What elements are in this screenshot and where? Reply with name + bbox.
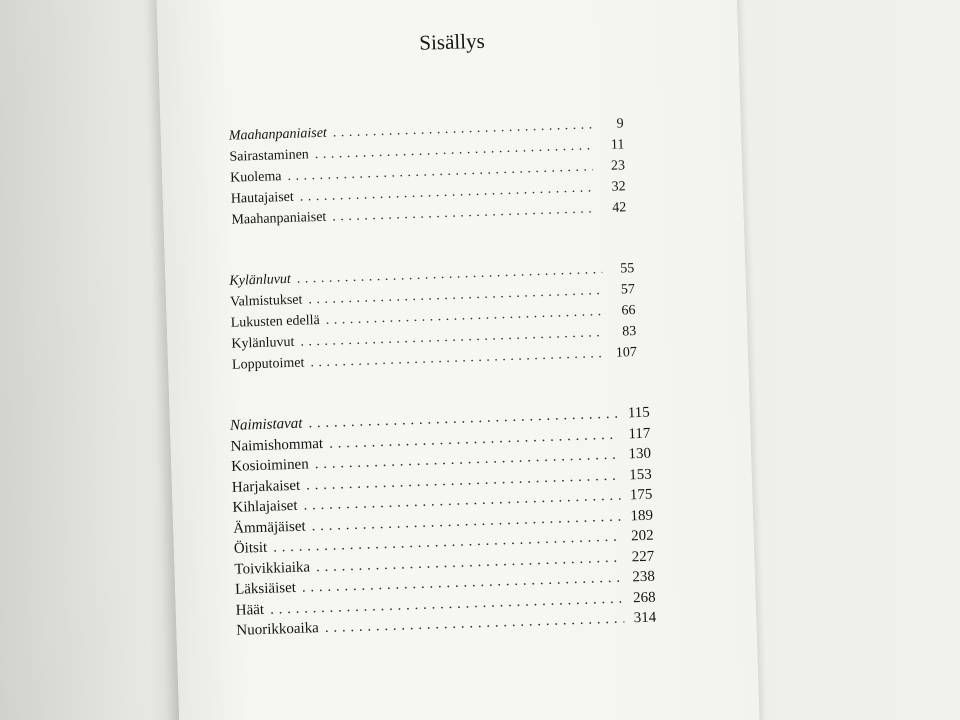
toc-page-number: 23 xyxy=(610,158,626,174)
toc-page-number: 42 xyxy=(612,200,627,216)
toc-entry-label: Maahanpaniaiset xyxy=(228,125,328,144)
toc-entry-label: Lopputoimet xyxy=(231,355,305,373)
toc-entry-label: Kihlajaiset xyxy=(232,497,298,516)
toc-entry-label: Ämmäjäiset xyxy=(232,518,306,537)
toc-entry-label: Kosioiminen xyxy=(230,456,309,475)
toc-page-number: 238 xyxy=(632,568,656,586)
toc-page-number: 189 xyxy=(630,507,654,524)
toc-entry-label: Naimishommat xyxy=(230,435,324,455)
toc-entry-label: Öitsit xyxy=(233,539,268,557)
toc-entry-label: Häät xyxy=(235,601,265,619)
toc-page-number: 115 xyxy=(627,404,651,422)
toc-section-2 xyxy=(225,258,637,376)
toc-page-number: 117 xyxy=(628,425,651,442)
toc-entry-label: Harjakaiset xyxy=(231,477,301,496)
toc-page-number: 175 xyxy=(629,486,653,504)
toc-entry-label: Naimistavat xyxy=(229,415,303,434)
toc-page-number: 268 xyxy=(632,589,656,606)
toc-entry-label: Toivikkiaika xyxy=(234,558,311,578)
toc-entry-label: Maahanpaniaiset xyxy=(231,209,327,228)
toc-page-number: 227 xyxy=(631,548,655,565)
toc-section-1 xyxy=(221,113,627,231)
toc-entry-label: Valmistukset xyxy=(229,292,303,310)
toc-entry-label: Kuolema xyxy=(229,169,282,186)
page-title: Sisällys xyxy=(418,28,486,55)
toc-page-number: 83 xyxy=(621,324,637,340)
toc-section-3 xyxy=(230,403,657,642)
toc-page-number: 57 xyxy=(620,282,636,298)
toc-page-number: 32 xyxy=(611,179,626,195)
toc-page-number: 314 xyxy=(633,609,657,627)
toc-entry-label: Lukusten edellä xyxy=(230,313,320,331)
toc-page-number: 55 xyxy=(619,261,635,277)
toc-page-number: 11 xyxy=(610,137,625,153)
toc-entry-label: Sairastaminen xyxy=(229,147,310,165)
toc-page-number: 153 xyxy=(628,466,652,483)
toc-entry-label: Läksiäiset xyxy=(234,579,297,598)
toc-entry-label: Nuorikkoaika xyxy=(236,620,320,639)
toc-content xyxy=(218,23,678,681)
toc-entry-label: Kylänluvut xyxy=(231,334,295,352)
toc-entry-label: Hautajaiset xyxy=(230,189,295,207)
toc-page-number: 66 xyxy=(621,303,636,319)
toc-page-number: 9 xyxy=(616,116,624,132)
toc-entry-label: Kylänluvut xyxy=(229,271,292,289)
toc-page-number: 202 xyxy=(630,527,654,545)
toc-page-number: 107 xyxy=(615,345,638,361)
toc-page-number: 130 xyxy=(628,445,652,463)
table-of-contents-page xyxy=(156,0,761,720)
